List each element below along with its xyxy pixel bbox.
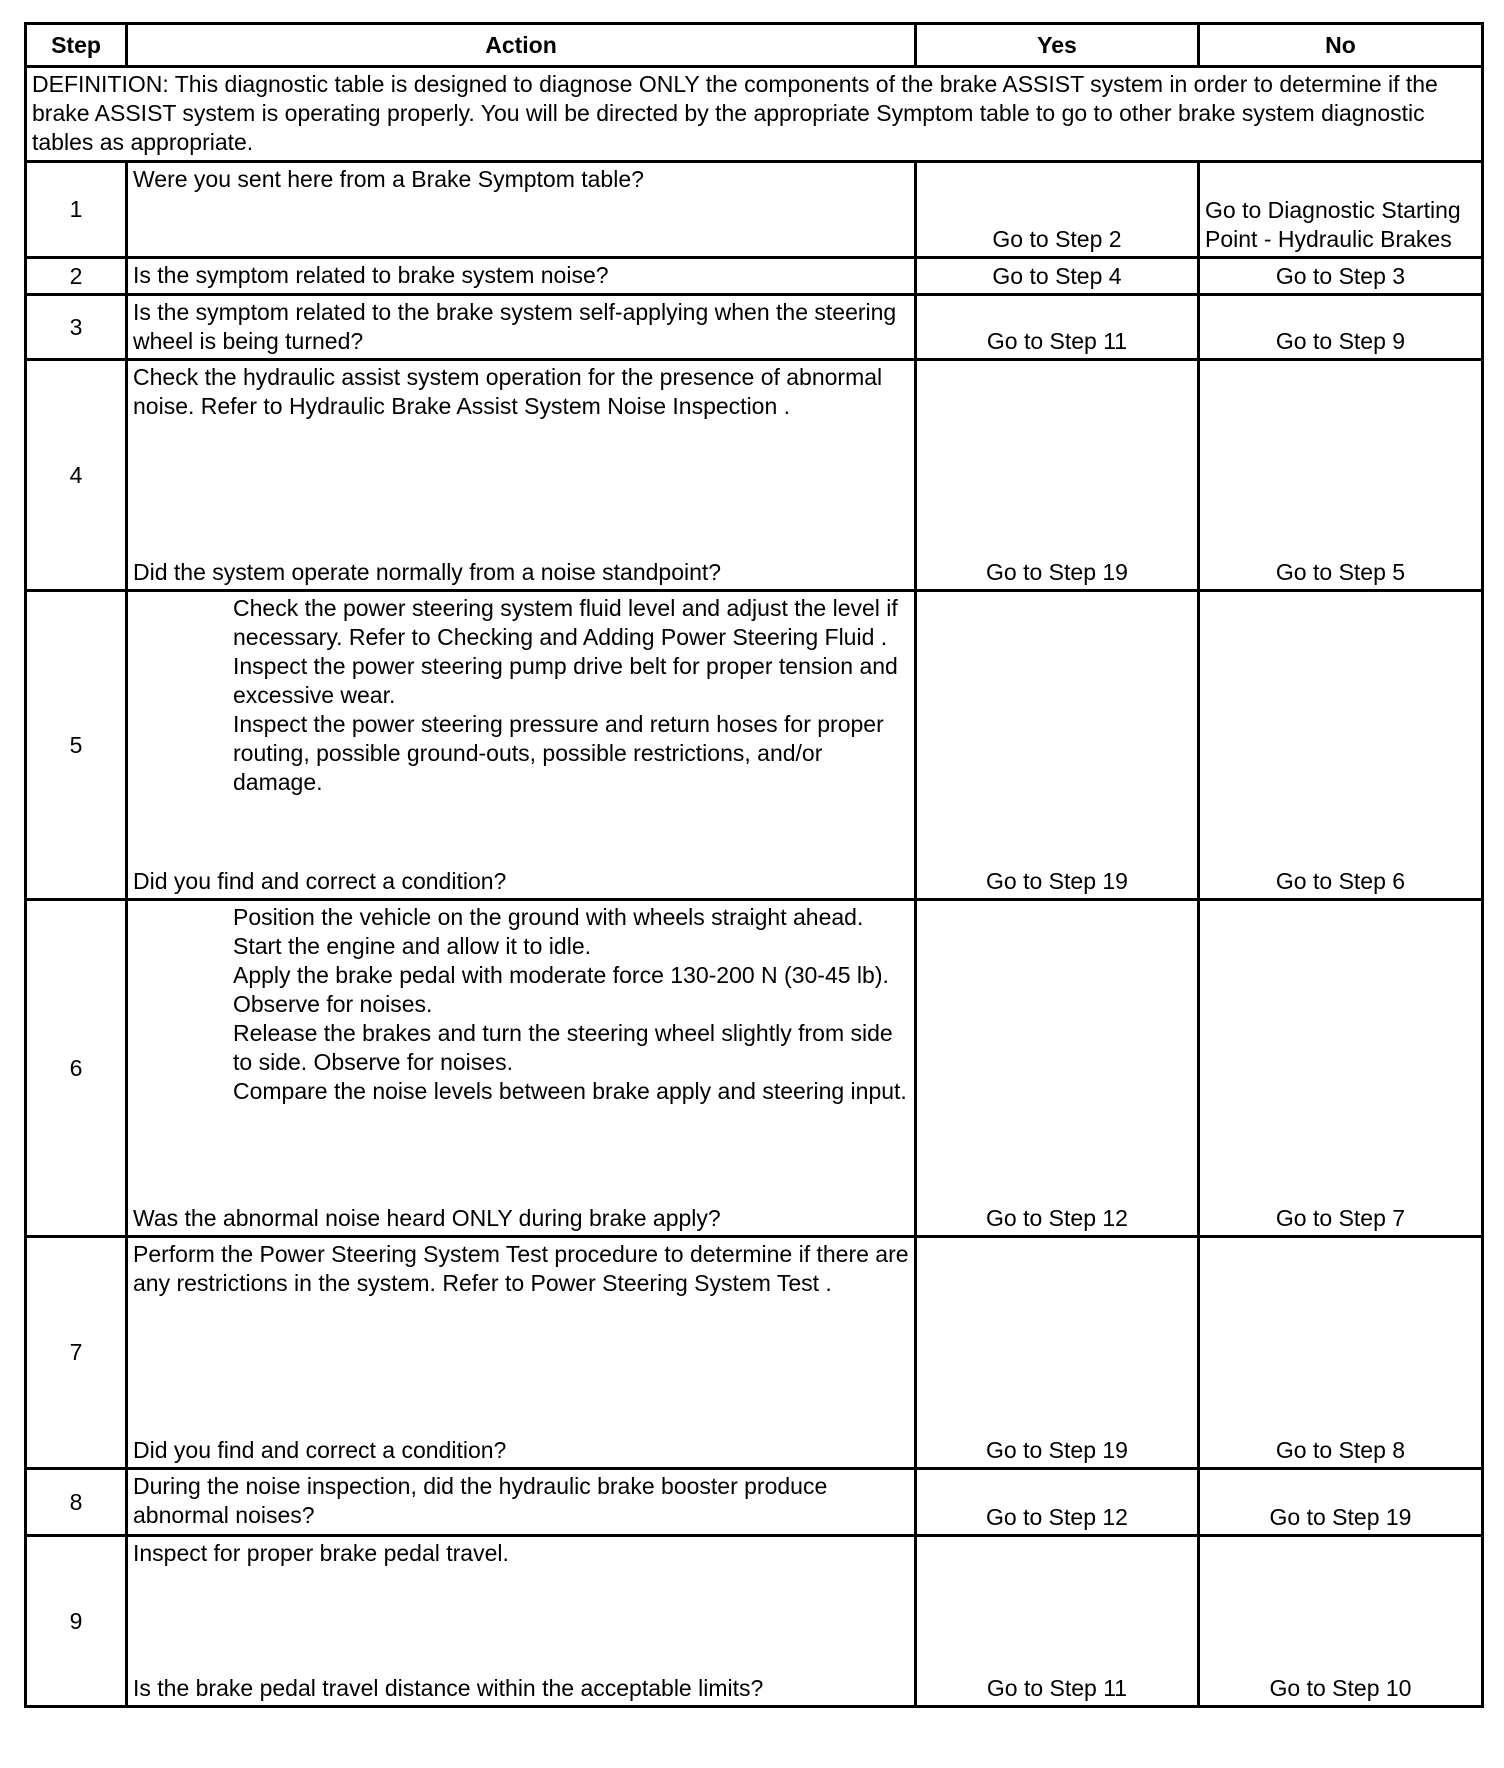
action-cell <box>127 900 916 1237</box>
step-number: 5 <box>26 591 127 900</box>
yes-cell: Go to Step 2 <box>916 162 1199 258</box>
no-cell: Go to Step 8 <box>1199 1237 1483 1469</box>
step-number: 4 <box>26 360 127 591</box>
diagnostic-table <box>24 22 1484 1708</box>
yes-cell: Go to Step 12 <box>916 900 1199 1237</box>
table-row <box>26 258 1483 295</box>
action-question: Did you find and correct a condition? <box>133 1437 507 1463</box>
no-cell: Go to Step 5 <box>1199 360 1483 591</box>
header-action: Action <box>127 24 916 67</box>
action-cell <box>127 258 916 295</box>
definition-text: DEFINITION: This diagnostic table is designed to diagnose ONLY the components of the brake ASSIST system in order to determine if the brake ASSIST system is operating properly. You will be directed by the appropriate Symptom table to go to other brake system diagnostic tables as appropriate. <box>26 67 1483 162</box>
action-text: During the noise inspection, did the hydraulic brake booster produce abnormal noises? <box>133 1473 828 1528</box>
yes-cell: Go to Step 11 <box>916 295 1199 360</box>
step-number: 8 <box>26 1469 127 1536</box>
action-cell <box>127 591 916 900</box>
header-no: No <box>1199 24 1483 67</box>
action-cell <box>127 360 916 591</box>
no-cell: Go to Step 7 <box>1199 900 1483 1237</box>
table-row <box>26 360 1483 591</box>
table-row <box>26 591 1483 900</box>
step-number: 2 <box>26 258 127 295</box>
table-row <box>26 1536 1483 1707</box>
action-cell <box>127 1237 916 1469</box>
action-cell <box>127 295 916 360</box>
action-substep: Start the engine and allow it to idle. <box>233 933 592 959</box>
action-substep: Inspect the power steering pump drive belt for proper tension and excessive wear. <box>233 653 898 708</box>
table-row <box>26 1469 1483 1536</box>
action-substep: Compare the noise levels between brake apply and steering input. <box>233 1078 907 1104</box>
table-row <box>26 295 1483 360</box>
action-text: Inspect for proper brake pedal travel. <box>133 1540 509 1566</box>
table-row <box>26 900 1483 1237</box>
step-number: 3 <box>26 295 127 360</box>
step-number: 9 <box>26 1536 127 1707</box>
action-text: Were you sent here from a Brake Symptom table? <box>133 166 644 192</box>
yes-cell: Go to Step 4 <box>916 258 1199 295</box>
action-question: Did the system operate normally from a noise standpoint? <box>133 559 722 585</box>
header-yes: Yes <box>916 24 1199 67</box>
table-row <box>26 162 1483 258</box>
action-substep: Inspect the power steering pressure and return hoses for proper routing, possible ground-outs, possible restrictions, and/or damage. <box>233 711 884 795</box>
table-row <box>26 1237 1483 1469</box>
action-question: Did you find and correct a condition? <box>133 868 507 894</box>
action-question: Is the brake pedal travel distance within the acceptable limits? <box>133 1675 764 1701</box>
action-cell <box>127 162 916 258</box>
step-number: 6 <box>26 900 127 1237</box>
yes-cell: Go to Step 19 <box>916 360 1199 591</box>
action-text: Perform the Power Steering System Test procedure to determine if there are any restrictions in the system. Refer to Power Steering System Test . <box>133 1241 909 1296</box>
action-substep: Position the vehicle on the ground with wheels straight ahead. <box>233 904 864 930</box>
no-cell: Go to Step 9 <box>1199 295 1483 360</box>
action-cell <box>127 1469 916 1536</box>
action-substep: Check the power steering system fluid level and adjust the level if necessary. Refer to Checking and Adding Power Steering Fluid . <box>233 595 898 650</box>
yes-cell: Go to Step 11 <box>916 1536 1199 1707</box>
action-text: Is the symptom related to brake system noise? <box>133 262 609 288</box>
yes-cell: Go to Step 19 <box>916 591 1199 900</box>
no-cell: Go to Step 19 <box>1199 1469 1483 1536</box>
definition-row <box>26 67 1483 162</box>
yes-cell: Go to Step 12 <box>916 1469 1199 1536</box>
header-step: Step <box>26 24 127 67</box>
no-cell: Go to Step 3 <box>1199 258 1483 295</box>
action-text: Check the hydraulic assist system operation for the presence of abnormal noise. Refer to Hydraulic Brake Assist System Noise Inspection . <box>133 364 883 419</box>
action-substep: Apply the brake pedal with moderate force 130-200 N (30-45 lb). Observe for noises. <box>233 962 889 1017</box>
action-substep: Release the brakes and turn the steering wheel slightly from side to side. Observe for noises. <box>233 1020 893 1075</box>
no-cell: Go to Step 6 <box>1199 591 1483 900</box>
no-cell: Go to Diagnostic Starting Point - Hydraulic Brakes <box>1199 162 1483 258</box>
header-row <box>26 24 1483 67</box>
action-question: Was the abnormal noise heard ONLY during brake apply? <box>133 1205 721 1231</box>
action-text: Is the symptom related to the brake system self-applying when the steering wheel is being turned? <box>133 299 897 354</box>
action-cell <box>127 1536 916 1707</box>
no-cell: Go to Step 10 <box>1199 1536 1483 1707</box>
yes-cell: Go to Step 19 <box>916 1237 1199 1469</box>
step-number: 7 <box>26 1237 127 1469</box>
step-number: 1 <box>26 162 127 258</box>
